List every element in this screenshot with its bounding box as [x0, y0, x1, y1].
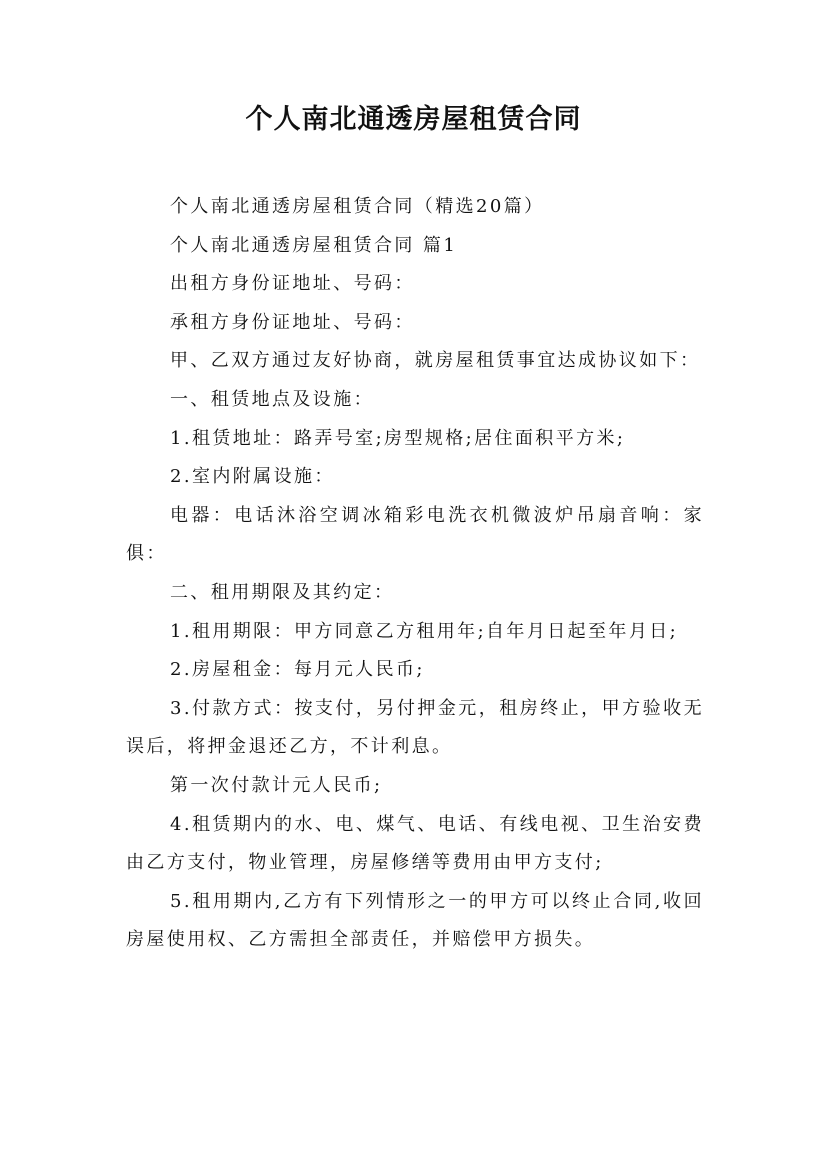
paragraph-lessor-info: 出租方身份证地址、号码： [170, 273, 415, 295]
paragraph-clause-2-heading: 二、租用期限及其约定： [170, 581, 395, 603]
paragraph-appliances: 电器：电话沐浴空调冰箱彩电洗衣机微波炉吊扇音响：家俱： [126, 504, 704, 565]
paragraph-rental-address: 1.租赁地址：路弄号室;房型规格;居住面积平方米; [170, 427, 626, 449]
document-title: 个人南北通透房屋租赁合同 [245, 104, 582, 135]
paragraph-section-heading: 个人南北通透房屋租赁合同 篇1 [170, 234, 458, 256]
paragraph-first-payment: 第一次付款计元人民币; [170, 774, 383, 796]
paragraph-subtitle: 个人南北通透房屋租赁合同（精选20篇） [170, 196, 545, 217]
document-body [126, 188, 704, 960]
paragraph-lease-term: 1.租用期限：甲方同意乙方租用年;自年月日起至年月日; [170, 620, 679, 642]
paragraph-lessee-info: 承租方身份证地址、号码： [170, 311, 415, 333]
paragraph-clause-1-heading: 一、租赁地点及设施： [170, 388, 374, 410]
paragraph-termination: 5.租用期内,乙方有下列情形之一的甲方可以终止合同,收回房屋使用权、乙方需担全部责任，并赔偿甲方损失。 [126, 890, 704, 951]
paragraph-facilities: 2.室内附属设施： [170, 466, 335, 488]
paragraph-payment-method: 3.付款方式：按支付，另付押金元，租房终止，甲方验收无误后，将押金退还乙方，不计利息。 [126, 697, 704, 758]
paragraph-rent: 2.房屋租金：每月元人民币; [170, 659, 425, 681]
paragraph-agreement-intro: 甲、乙双方通过友好协商，就房屋租赁事宜达成协议如下： [170, 350, 701, 372]
paragraph-utility-fees: 4.租赁期内的水、电、煤气、电话、有线电视、卫生治安费由乙方支付，物业管理，房屋修缮等费用由甲方支付; [126, 813, 704, 874]
